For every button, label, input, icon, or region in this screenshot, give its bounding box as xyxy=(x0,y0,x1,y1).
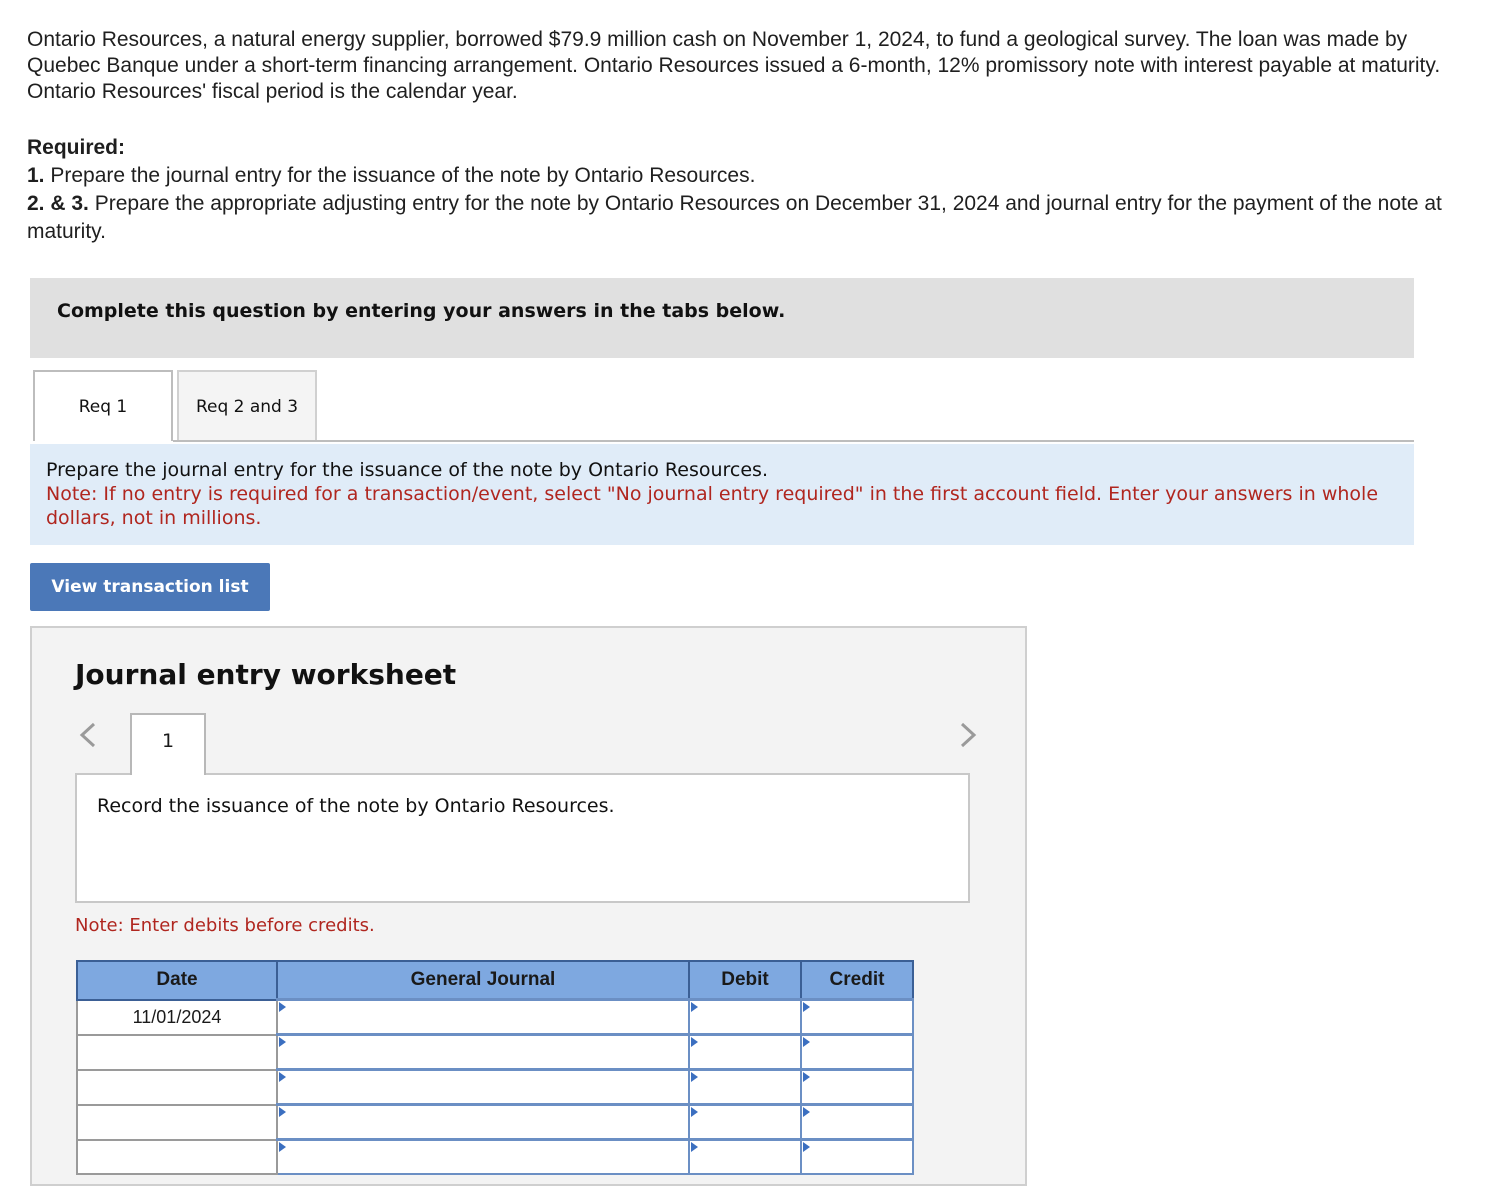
tab-req-1[interactable]: Req 1 xyxy=(33,370,173,441)
dropdown-marker-icon xyxy=(279,1002,286,1012)
journal-table xyxy=(76,960,914,1175)
column-header-credit: Credit xyxy=(801,961,913,1000)
credit-cell xyxy=(801,1105,913,1140)
credit-input[interactable] xyxy=(802,1106,912,1138)
credit-cell xyxy=(801,1140,913,1175)
req1-number: 1. xyxy=(27,164,45,187)
previous-entry-chevron-left-icon[interactable] xyxy=(76,720,100,750)
dropdown-marker-icon xyxy=(279,1037,286,1047)
account-cell xyxy=(277,1035,689,1070)
credit-cell xyxy=(801,1070,913,1105)
table-row xyxy=(77,1035,913,1070)
req23-text: Prepare the appropriate adjusting entry for the note by Ontario Resources on December 31, 2024 and journal entry for the payment of the note at maturity. xyxy=(27,192,1442,243)
instructions-banner xyxy=(30,278,1414,358)
dropdown-marker-icon xyxy=(803,1072,810,1082)
required-label: Required: xyxy=(27,136,126,159)
account-select[interactable] xyxy=(278,1106,688,1138)
debit-cell xyxy=(689,1070,801,1105)
account-cell xyxy=(277,1000,689,1035)
instruction-note: Note: If no entry is required for a transaction/event, select "No journal entry required" in the first account field. Enter your answers in whole dollars, not in millions. xyxy=(46,483,1379,529)
instruction-panel xyxy=(30,444,1414,545)
debit-input[interactable] xyxy=(690,1141,800,1173)
req23-number: 2. & 3. xyxy=(27,192,89,215)
debit-cell xyxy=(689,1105,801,1140)
dropdown-marker-icon xyxy=(691,1002,698,1012)
entry-tab-1[interactable]: 1 xyxy=(130,713,206,775)
account-select[interactable] xyxy=(278,1036,688,1068)
dropdown-marker-icon xyxy=(691,1142,698,1152)
date-cell xyxy=(77,1105,277,1140)
req1-text: Prepare the journal entry for the issuance of the note by Ontario Resources. xyxy=(44,164,756,187)
table-row xyxy=(77,1000,913,1035)
account-cell xyxy=(277,1105,689,1140)
account-select[interactable] xyxy=(278,1141,688,1173)
date-cell: 11/01/2024 xyxy=(77,1000,277,1035)
date-cell xyxy=(77,1070,277,1105)
table-row xyxy=(77,1070,913,1105)
banner-text: Complete this question by entering your answers in the tabs below. xyxy=(57,300,786,322)
debit-cell xyxy=(689,1035,801,1070)
debit-input[interactable] xyxy=(690,1106,800,1138)
dropdown-marker-icon xyxy=(803,1002,810,1012)
worksheet-title: Journal entry worksheet xyxy=(75,658,457,691)
dropdown-marker-icon xyxy=(803,1107,810,1117)
table-row xyxy=(77,1140,913,1175)
entry-description-box xyxy=(75,773,970,903)
column-header-debit: Debit xyxy=(689,961,801,1000)
dropdown-marker-icon xyxy=(279,1107,286,1117)
date-cell xyxy=(77,1035,277,1070)
credit-input[interactable] xyxy=(802,1141,912,1173)
credit-input[interactable] xyxy=(802,1001,912,1033)
required-section xyxy=(27,134,1447,246)
dropdown-marker-icon xyxy=(691,1107,698,1117)
tab-req-2-and-3[interactable]: Req 2 and 3 xyxy=(177,370,317,441)
date-cell xyxy=(77,1140,277,1175)
dropdown-marker-icon xyxy=(803,1037,810,1047)
dropdown-marker-icon xyxy=(279,1072,286,1082)
next-entry-chevron-right-icon[interactable] xyxy=(956,720,980,750)
credit-cell xyxy=(801,1035,913,1070)
dropdown-marker-icon xyxy=(803,1142,810,1152)
table-row xyxy=(77,1105,913,1140)
debit-input[interactable] xyxy=(690,1071,800,1103)
account-select[interactable] xyxy=(278,1001,688,1033)
journal-entry-worksheet xyxy=(30,626,1027,1186)
debits-credits-note: Note: Enter debits before credits. xyxy=(75,915,375,936)
debit-cell xyxy=(689,1000,801,1035)
tab-divider xyxy=(173,440,1414,442)
column-header-date: Date xyxy=(77,961,277,1000)
account-select[interactable] xyxy=(278,1071,688,1103)
problem-intro: Ontario Resources, a natural energy supplier, borrowed $79.9 million cash on November 1, 2024, to fund a geological survey. The loan was made by Quebec Banque under a short-term financing arrangement. Ontario Resources issued a 6-month, 12% promissory note with interest payable at maturity. Ontario Resources' fiscal period is the calendar year. xyxy=(27,28,1441,103)
entry-description: Record the issuance of the note by Ontario Resources. xyxy=(97,795,615,817)
view-transaction-list-button[interactable]: View transaction list xyxy=(30,563,270,611)
credit-input[interactable] xyxy=(802,1036,912,1068)
instruction-text: Prepare the journal entry for the issuance of the note by Ontario Resources. xyxy=(46,459,768,481)
debit-input[interactable] xyxy=(690,1001,800,1033)
dropdown-marker-icon xyxy=(279,1142,286,1152)
debit-cell xyxy=(689,1140,801,1175)
account-cell xyxy=(277,1140,689,1175)
dropdown-marker-icon xyxy=(691,1037,698,1047)
dropdown-marker-icon xyxy=(691,1072,698,1082)
account-cell xyxy=(277,1070,689,1105)
debit-input[interactable] xyxy=(690,1036,800,1068)
credit-input[interactable] xyxy=(802,1071,912,1103)
credit-cell xyxy=(801,1000,913,1035)
column-header-general-journal: General Journal xyxy=(277,961,689,1000)
